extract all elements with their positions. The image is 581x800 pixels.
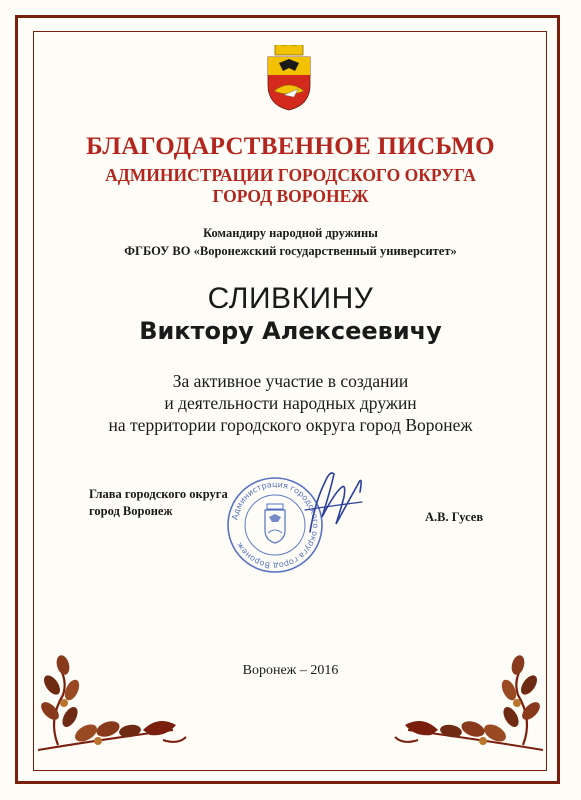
body-line-2: и деятельности народных дружин (164, 393, 417, 413)
footer-city-year: Воронеж – 2016 (242, 663, 339, 678)
letter-title: БЛАГОДАРСТВЕННОЕ ПИСЬМО (86, 133, 495, 160)
voronezh-coat-of-arms-icon (264, 45, 314, 111)
recipient-surname: СЛИВКИНУ (207, 282, 374, 315)
issuer-line-1: АДМИНИСТРАЦИИ ГОРОДСКОГО ОКРУГА (105, 165, 476, 185)
svg-text:Администрация городского округ: Администрация городского округа город Воронеж (230, 479, 321, 571)
issuer-line-2: ГОРОД ВОРОНЕЖ (212, 186, 369, 206)
recipient-role-line-2: ФГБОУ ВО «Воронежский государственный университет» (124, 244, 457, 258)
signatory-position-line-1: Глава городского округа (89, 487, 228, 501)
recipient-given-name: Виктору Алексеевичу (139, 317, 442, 345)
signatory-position-line-2: город Воронеж (89, 504, 173, 518)
body-line-3: на территории городского округа город Воронеж (108, 415, 473, 435)
oak-laurel-ornament-icon (393, 645, 543, 755)
handwritten-signature (300, 462, 370, 540)
body-line-1: За активное участие в создании (172, 371, 409, 391)
signatory-name: А.В. Гусев (425, 510, 484, 524)
recipient-role-line-1: Командиру народной дружины (203, 226, 378, 240)
oak-laurel-ornament-icon (38, 645, 188, 755)
